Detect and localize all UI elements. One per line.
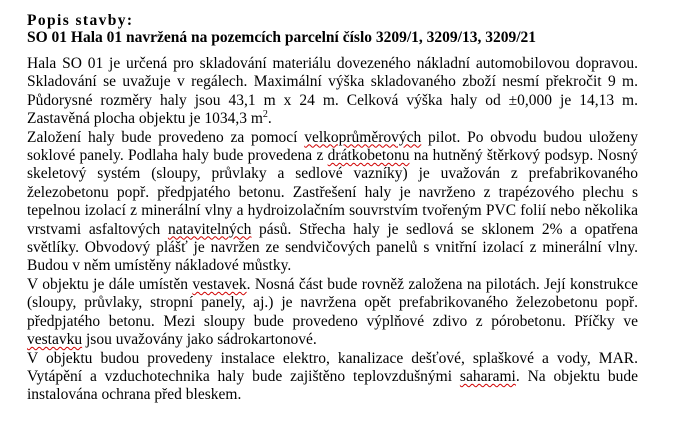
spellcheck-word: velkoprůměrových bbox=[304, 128, 422, 146]
paragraph-2: Založení haly bude provedeno za pomocí velkoprůměrových pilot. Po obvodu budou uloženy soklové panely. Podlaha haly bude provedena z drátkobetonu na hutněný štěrkový podsyp. Nosný skeletový systém (sloupy, průvlaky a sedlové vazníky) je uvažován z prefabrikovaného železobetonu popř. předpjatého betonu. Zastřešení haly je navrženo z trapézového plechu s tepelnou izolací z minerální vlny a hydroizolačním souvrstvím tvořeným PVC folií nebo několika vrstvami asfaltových natavitelných pásů. Střecha haly je sedlová se sklonem 2% a opatřena světlíky. Obvodový plášť je navržen ze sendvičových panelů s vnitřní izolací z minerální vlny. Budou v něm umístěny nákladové můstky. bbox=[27, 128, 639, 275]
paragraph-1-end: . bbox=[267, 110, 272, 128]
spellcheck-word: drátkobetonu bbox=[327, 147, 410, 165]
spellcheck-word: vestavku bbox=[27, 331, 83, 349]
spellcheck-word: natavitelných bbox=[167, 220, 252, 238]
spellcheck-word: saharami bbox=[459, 367, 516, 385]
paragraph-1-text: Hala SO 01 je určená pro skladování materiálu dovezeného nákladní automobilovou dopravou. Skladování se uvažuje v regálech. Maximální výška skladovaného zboží nesmí překročit 9 m. Půdorysné rozměry haly jsou 43,1 m x 24 m. Celková výška haly od ±0,000 je 14,13 m. Zastavěná plocha objektu je 1034,3 m bbox=[27, 55, 638, 128]
document-heading: Popis stavby: bbox=[27, 12, 134, 29]
spellcheck-word: vestavek bbox=[192, 275, 247, 293]
area-superscript: 2 bbox=[262, 109, 268, 121]
paragraph-4: V objektu budou provedeny instalace elektro, kanalizace dešťové, splaškové a vody, MAR. Vytápění a vzduchotechnika haly bude zajištěno teplovzdušnými saharami. Na objektu bude instalována ochrana před bleskem. bbox=[27, 349, 638, 404]
paragraph-3: V objektu je dále umístěn vestavek. Nosná část bude rovněž založena na pilotách. Její konstrukce (sloupy, průvlaky, stropní panely, aj.) je navržena opět prefabrikovaného železobetonu popř. předpjatého betonu. Mezi sloupy bude provedeno výplňové zdivo z pórobetonu. Příčky ve vestavku jsou uvažovány jako sádrokartonové. bbox=[27, 275, 638, 349]
paragraph-1 bbox=[27, 55, 638, 129]
document-subheading: SO 01 Hala 01 navržená na pozemcích parcelní číslo 3209/1, 3209/13, 3209/21 bbox=[27, 29, 537, 46]
